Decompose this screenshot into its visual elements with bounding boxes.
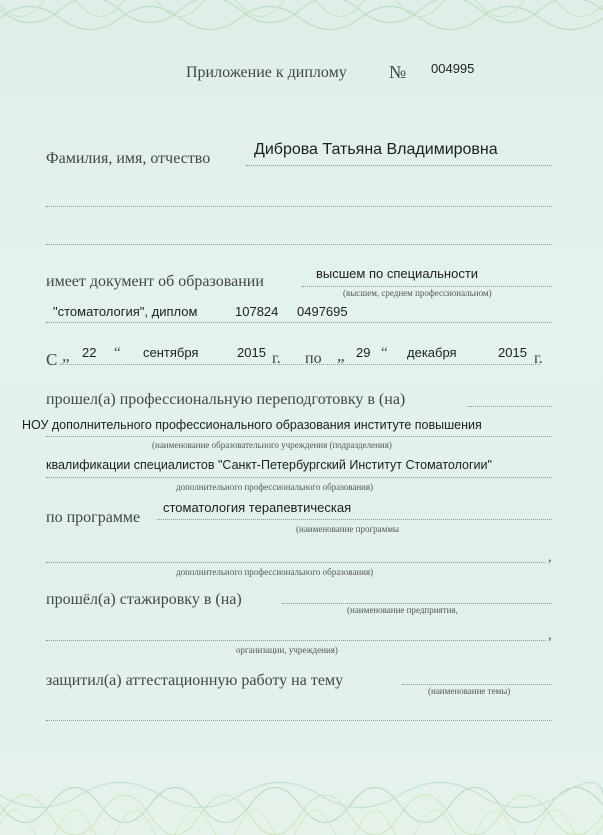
retraining-hint-1: (наименование образовательного учреждения (подразделения) [152, 440, 392, 450]
blank-line-2 [46, 244, 552, 245]
period-from-suffix: г. [272, 350, 281, 367]
period-from-prefix: С [46, 350, 58, 369]
education-underline [302, 286, 552, 287]
document-title: Приложение к диплому [186, 64, 347, 81]
fio-underline [246, 165, 552, 166]
retraining-label-underline [468, 406, 552, 407]
institution-underline-2 [46, 477, 552, 478]
guilloche-bottom-ornament [0, 765, 603, 835]
program-label: по программе [46, 509, 141, 526]
internship-underline [282, 603, 552, 604]
period-to-day: 29 [356, 345, 371, 360]
period-to-year: 2015 [498, 345, 527, 360]
period-from-open-quote: „ [62, 346, 70, 365]
institution-underline-1 [46, 436, 552, 437]
period-underline [60, 364, 540, 365]
diploma-number: 0497695 [297, 304, 348, 319]
thesis-underline-2 [46, 720, 552, 721]
education-level-hint: (высшем, среднем профессиональном) [343, 288, 492, 298]
retraining-institution-line2: квалификации специалистов "Санкт-Петербургский Институт Стоматологии" [46, 458, 492, 472]
period-from-year: 2015 [237, 345, 266, 360]
appendix-number: 004995 [431, 61, 475, 76]
fio-value: Диброва Татьяна Владимировна [254, 141, 498, 158]
period-to-open-quote: „ [337, 346, 345, 365]
diploma-series: 107824 [235, 304, 279, 319]
program-comma: , [548, 550, 552, 565]
internship-hint-1: (наименование предприятия, [347, 605, 458, 615]
education-label: имеет документ об образовании [46, 273, 264, 290]
internship-comma: , [548, 628, 552, 643]
program-hint-2: дополнительного профессионального образования) [176, 567, 374, 577]
period-from-day: 22 [82, 345, 97, 360]
period-from-month: сентября [143, 345, 199, 360]
program-hint-1: (наименование программы [296, 524, 400, 534]
program-value: стоматология терапевтическая [163, 500, 352, 515]
retraining-label: прошел(а) профессиональную переподготовку в (на) [46, 391, 406, 408]
internship-underline-2 [46, 640, 546, 641]
education-specialty: "стоматология", диплом [53, 304, 198, 319]
thesis-underline [402, 684, 552, 685]
retraining-institution-line1: НОУ дополнительного профессионального образования институте повышения [22, 418, 482, 432]
program-underline-2 [46, 562, 546, 563]
internship-label: прошёл(а) стажировку в (на) [46, 591, 242, 608]
education-level: высшем по специальности [316, 266, 479, 281]
internship-hint-2: организации, учреждения) [236, 645, 338, 655]
thesis-hint: (наименование темы) [428, 686, 511, 696]
program-underline [157, 519, 552, 520]
guilloche-top-ornament [0, 0, 603, 40]
number-sign: № [389, 62, 407, 82]
period-to-prefix: по [305, 350, 322, 367]
period-to-close-quote: “ [381, 345, 388, 361]
period-from-close-quote: “ [114, 345, 121, 361]
period-to-month: декабря [407, 345, 457, 360]
period-to-suffix: г. [534, 350, 543, 367]
specialty-underline [46, 322, 552, 323]
fio-label: Фамилия, имя, отчество [46, 150, 211, 167]
retraining-hint-2: дополнительного профессионального образования) [176, 482, 374, 492]
blank-line-1 [46, 206, 552, 207]
thesis-label: защитил(а) аттестационную работу на тему [46, 672, 344, 689]
